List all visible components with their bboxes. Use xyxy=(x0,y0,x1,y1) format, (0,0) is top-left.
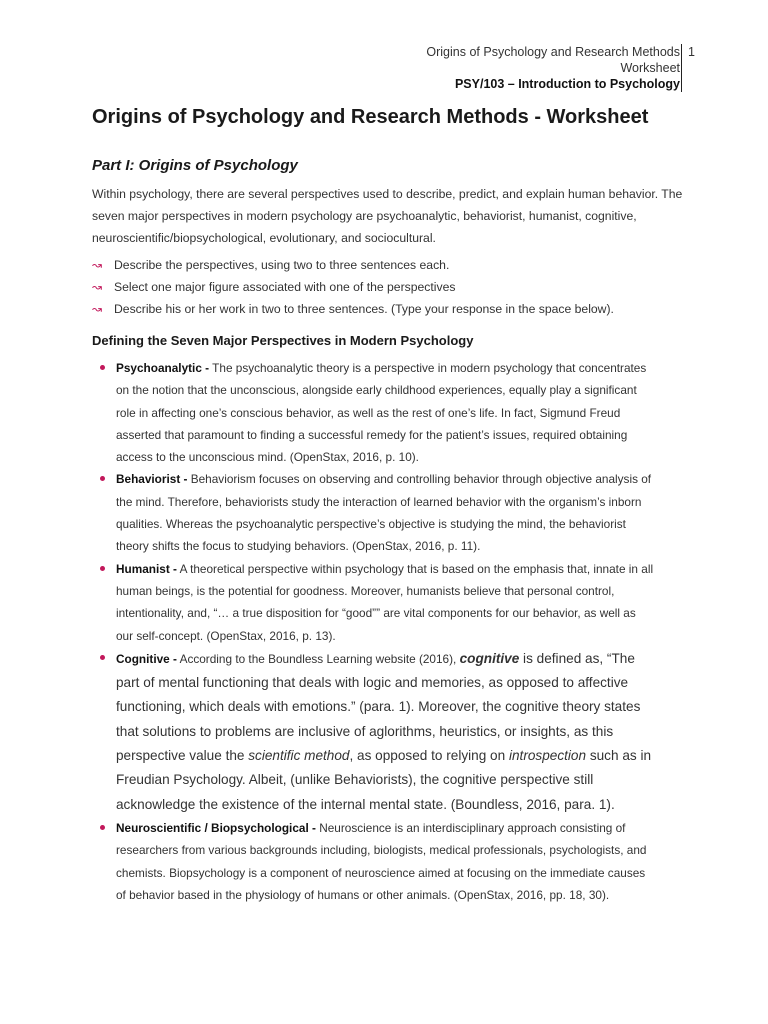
perspective-item xyxy=(116,817,654,906)
perspective-description: According to the Boundless Learning website (2016), xyxy=(176,651,460,666)
task-item xyxy=(92,254,712,276)
perspective-paragraph xyxy=(116,558,654,647)
bullet-dot-icon xyxy=(100,476,105,481)
perspective-term: Humanist - xyxy=(116,561,177,576)
perspective-term: Cognitive - xyxy=(116,651,177,666)
task-item xyxy=(92,276,712,298)
emphasis-term: scientific method xyxy=(248,748,350,764)
perspective-description: , as opposed to relying on xyxy=(349,748,509,764)
perspective-item xyxy=(116,558,654,647)
header-course: PSY/103 – Introduction to Psychology xyxy=(454,77,680,91)
running-header xyxy=(426,44,680,92)
perspective-item xyxy=(116,357,654,468)
perspective-description: The psychoanalytic theory is a perspective in modern psychology that concentrates on the notion that the unconscious, alongside early childhood experiences, equally play a significant role in affecting one’s conscious behavior, as well as the rest of one’s life. In fact, Sigmund Freud asserted that paramount to finding a successful remedy for the patient’s issues, required obtaining access to the unconscious mind. (OpenStax, 2016, p. 10). xyxy=(116,361,647,465)
emphasis-term: cognitive xyxy=(459,650,520,666)
bullet-dot-icon xyxy=(100,825,105,830)
perspective-description: such as in Freudian Psychology. Albeit, (unlike Behaviorists), the cognitive perspective still acknowledge the existence of the internal mental state. (Boundless, 2016, para. 1). xyxy=(116,748,652,812)
perspective-term: Neuroscientific / Biopsychological - xyxy=(116,820,316,835)
perspective-item xyxy=(116,468,654,557)
perspective-description: A theoretical perspective within psychology that is based on the emphasis that, innate in all human beings, is the potential for goodness. Moreover, humanists believe that personal control, intentionality, and, “… a true disposition for “good”” are vital components for our behavior, as well as our self-concept. (OpenStax, 2016, p. 13). xyxy=(116,561,654,643)
arrow-bullet-icon: ↝ xyxy=(92,258,103,272)
perspective-description: is defined as, “The part of mental functioning that deals with logic and memories, as opposed to affective functioning, which deals with emotions.” (para. 1). Moreover, the cognitive theory states that solutions to problems are inclusive of aglorithms, heuristics, or insights, as this perspective value the xyxy=(116,650,641,764)
perspective-list xyxy=(116,357,654,906)
part-heading: Part I: Origins of Psychology xyxy=(92,157,298,174)
section-heading: Defining the Seven Major Perspectives in Modern Psychology xyxy=(92,333,474,348)
bullet-dot-icon xyxy=(100,655,105,660)
bullet-dot-icon xyxy=(100,566,105,571)
page-number: 1 xyxy=(688,45,695,59)
emphasis-term: introspection xyxy=(508,748,587,764)
intro-paragraph: Within psychology, there are several perspectives used to describe, predict, and explain human behavior. The seven major perspectives in modern psychology are psychoanalytic, behaviorist, humanist, cognitive, neuroscientific/biopsychological, evolutionary, and sociocultural. xyxy=(92,187,683,245)
task-text: Select one major figure associated with one of the perspectives xyxy=(114,280,456,294)
perspective-paragraph xyxy=(116,817,654,906)
perspective-term: Psychoanalytic - xyxy=(116,361,210,375)
arrow-bullet-icon: ↝ xyxy=(92,280,103,294)
perspective-paragraph xyxy=(116,468,654,557)
perspective-paragraph xyxy=(116,357,654,468)
perspective-term: Behaviorist - xyxy=(116,472,188,487)
perspective-paragraph xyxy=(116,647,654,817)
document-title: Origins of Psychology and Research Methods - Worksheet xyxy=(92,106,649,128)
header-title-line2: Worksheet xyxy=(620,61,680,75)
perspective-description: Neuroscience is an interdisciplinary approach consisting of researchers from various backgrounds including, biologists, medical professionals, psychologists, and chemists. Biopsychology is a component of neuroscience aimed at focusing on the immediate causes of behavior based in the physiology of humans or other animals. (OpenStax, 2016, pp. 18, 30). xyxy=(116,820,647,902)
task-text: Describe his or her work in two to three sentences. (Type your response in the space below). xyxy=(114,302,614,316)
perspective-description: Behaviorism focuses on observing and controlling behavior through objective analysis of the mind. Therefore, behaviorists study the interaction of learned behavior with the organism’s inborn qualities. Whereas the psychoanalytic perspective’s objective is studying the mind, the behaviorist theory shifts the focus to studying behaviors. (OpenStax, 2016, p. 11). xyxy=(116,472,652,554)
arrow-bullet-icon: ↝ xyxy=(92,302,103,316)
header-divider xyxy=(681,44,682,92)
perspective-item xyxy=(116,647,654,817)
task-item xyxy=(92,298,712,320)
task-text: Describe the perspectives, using two to three sentences each. xyxy=(114,258,450,272)
task-list xyxy=(92,254,712,320)
bullet-dot-icon xyxy=(100,365,105,370)
header-title-line1: Origins of Psychology and Research Methods xyxy=(426,45,680,59)
